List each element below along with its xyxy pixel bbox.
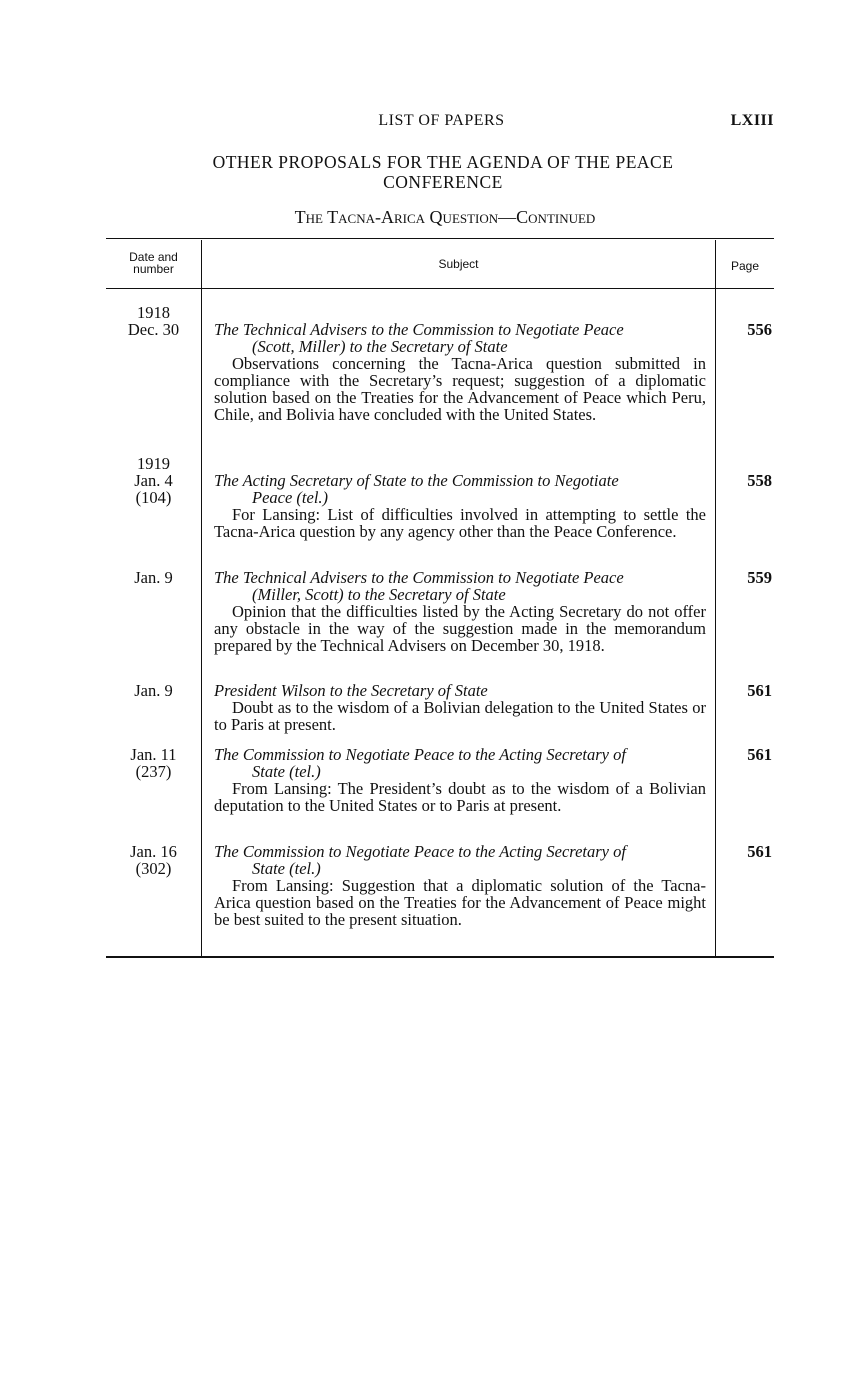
row-page-number: 558 [747, 471, 772, 490]
row-title-line: The Commission to Negotiate Peace to the Acting Secretary of [214, 842, 626, 861]
row-page-number: 561 [747, 745, 772, 764]
row-title-line: President Wilson to the Secretary of State [214, 681, 488, 700]
column-header-date-line1: Date and [129, 250, 178, 264]
row-summary: For Lansing: List of difficulties involved in attempting to settle the Tacna-Arica question by any agency other than the Peace Conference. [214, 505, 706, 541]
row-subject [214, 843, 706, 928]
row-date [106, 455, 201, 506]
row-title [214, 472, 706, 506]
section-title-line1: OTHER PROPOSALS FOR THE AGENDA OF THE PEACE [212, 152, 674, 172]
row-summary: Opinion that the difficulties listed by the Acting Secretary do not offer any obstacle in the way of the suggestion made in the memorandum prepared by the Technical Advisers on December 30, 1918. [214, 602, 706, 655]
row-page-number: 559 [747, 568, 772, 587]
section-title [130, 152, 756, 192]
row-title-line: State (tel.) [252, 762, 321, 781]
row-date-line: Jan. 4 [134, 471, 173, 490]
papers-table [106, 238, 774, 960]
running-title: LIST OF PAPERS [378, 112, 505, 129]
table-top-rule [106, 238, 774, 239]
row-summary: From Lansing: Suggestion that a diplomatic solution of the Tacna-Arica question based on the Treaties for the Advancement of Peace might be best suited to the present situation. [214, 876, 706, 929]
page-folio: LXIII [730, 112, 774, 129]
row-subject [214, 569, 706, 654]
row-date-line: Jan. 16 [130, 842, 177, 861]
column-header-date [106, 251, 201, 275]
column-header-date-line2: number [133, 262, 174, 276]
row-page-number: 561 [747, 681, 772, 700]
row-date [106, 304, 201, 338]
column-header-subject: Subject [438, 257, 479, 271]
row-date [106, 843, 201, 877]
column-divider-date [201, 240, 202, 956]
row-title-line: The Technical Advisers to the Commission to Negotiate Peace [214, 568, 624, 587]
table-bottom-rule [106, 956, 774, 958]
row-date-line: 1919 [137, 454, 170, 473]
row-title [214, 746, 706, 780]
row-date-line: (104) [135, 488, 172, 507]
row-title [214, 682, 706, 699]
row-date [106, 569, 201, 586]
row-subject [214, 321, 706, 423]
row-date-line: 1918 [137, 303, 170, 322]
row-title-line: The Acting Secretary of State to the Commission to Negotiate [214, 471, 619, 490]
row-page-number: 556 [747, 320, 772, 339]
table-header-rule [106, 288, 774, 289]
row-page-number: 561 [747, 842, 772, 861]
row-date-line: (302) [135, 859, 172, 878]
row-title [214, 321, 706, 355]
row-title [214, 843, 706, 877]
section-title-line2: CONFERENCE [383, 172, 503, 192]
row-subject [214, 746, 706, 814]
row-date [106, 746, 201, 780]
row-title-line: The Technical Advisers to the Commission to Negotiate Peace [214, 320, 624, 339]
row-subject [214, 472, 706, 540]
section-subtitle: The Tacna-Arica Question—Continued [294, 207, 596, 227]
row-title-line: (Scott, Miller) to the Secretary of State [252, 337, 508, 356]
row-title-line: State (tel.) [252, 859, 321, 878]
running-head [0, 112, 860, 134]
row-title-line: (Miller, Scott) to the Secretary of State [252, 585, 506, 604]
row-subject [214, 682, 706, 733]
row-summary: Doubt as to the wisdom of a Bolivian delegation to the United States or to Paris at present. [214, 698, 706, 734]
row-title-line: The Commission to Negotiate Peace to the Acting Secretary of [214, 745, 626, 764]
row-date-line: Jan. 9 [134, 681, 173, 700]
row-date-line: Dec. 30 [127, 320, 180, 339]
row-date-line: Jan. 9 [134, 568, 173, 587]
row-date-line: Jan. 11 [130, 745, 177, 764]
row-summary: Observations concerning the Tacna-Arica question submitted in compliance with the Secretary’s request; suggestion of a diplomatic solution based on the Treaties for the Advancement of Peace which Peru, Chile, and Bolivia have concluded with the United States. [214, 354, 706, 424]
row-summary: From Lansing: The President’s doubt as to the wisdom of a Bolivian deputation to the United States or to Paris at present. [214, 779, 706, 815]
row-date-line: (237) [135, 762, 172, 781]
column-header-page: Page [730, 259, 760, 273]
row-title-line: Peace (tel.) [252, 488, 329, 507]
row-title [214, 569, 706, 603]
row-date [106, 682, 201, 699]
